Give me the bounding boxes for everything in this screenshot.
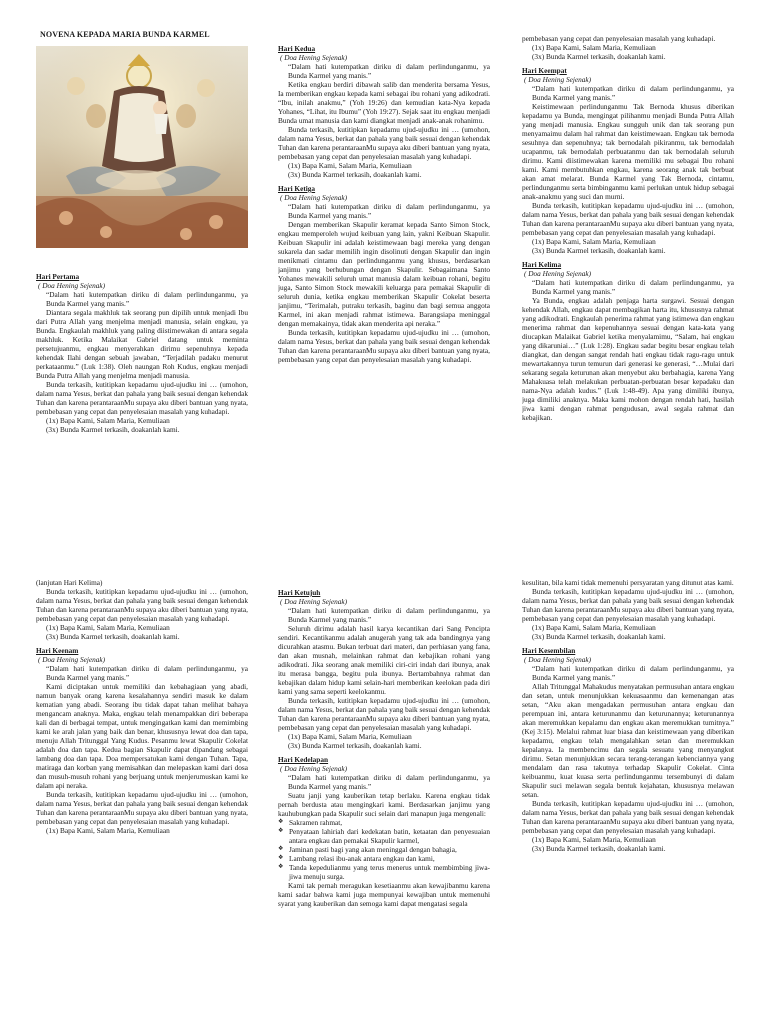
list-item: ❖ Sakramen rahmat, xyxy=(278,818,490,827)
closing-petition: Bunda terkasih, kutitipkan kepadamu ujud-ujudku ini … (umohon, dalam nama Yesus, berkat dan pahala yang baik sesuai dengan kehendak Tuhan dan karena perantaraanMu supaya aku diberi bantuan yang nyata, pembebasan yang cepat dan penyelesaian masalah yang kuhadapi. xyxy=(36,587,248,623)
day-body: Dengan memberikan Skapulir keramat kepada Santo Simon Stock, engkau memperoleh wujud keibuan yang lain, yakni Keibuan Skapulir. Keibuan Skapulir ini adalah keistimewaan bagi mereka yang dengan sukarela dan sadar memilih ingin disolinuti dengan Skapulir dan ingin menikmati cintamu dan perlindunganmu yang khusus, berdasarkan janjimu yang berhubungan dengan Skapulir. Sebagaimana Santo Yohanes mewakili seluruh umat manusia dalam keibuan rohani, begitu juga, Santo Simon Stock mewakili keluarga para pemakai Skapulir di seluruh dunia, ketika engkau memberikan Skapulir Cokelat beserta janjimu, “Terimalah, putraku terkasih, baginu dan bagi semua anggota Karmel, ini akan menjadi rahmat istimewa. Barangsiapa meninggal dengan memakainya, tidak akan menderita api neraka.” xyxy=(278,220,490,328)
continued-text: pembebasan yang cepat dan penyelesaian masalah yang kuhadapi. xyxy=(522,34,716,43)
day-subtitle: ( Doa Hening Sejenak) xyxy=(280,53,348,62)
closing-3: (3x) Bunda Karmel terkasih, doakanlah kami. xyxy=(532,52,666,61)
closing-1: (1x) Bapa Kami, Salam Maria, Kemuliaan xyxy=(532,835,656,844)
continued-text: kesulitan, bila kami tidak memenuhi persyaratan yang ditunut atas kami. xyxy=(522,578,734,587)
closing-1: (1x) Bapa Kami, Salam Maria, Kemuliaan xyxy=(532,43,656,52)
opening-prayer: “Dalam hati kutempatkan diriku di dalam perlindunganmu, ya Bunda Karmel yang manis.” xyxy=(532,84,734,102)
closing-3: (3x) Bunda Karmel terkasih, doakanlah kami. xyxy=(46,425,180,434)
day-body: Keistimewaan perlindunganmu Tak Bernoda khusus diberikan kepadamu ya Bunda, mengingat pilihanmu menjadi Bunda Putra Allah yang menjadi manusia. Engkau sungguh unik dan tak seorang pun menyamaimu dalam hal rahmat dan keistimewaan. Engkau tak bernoda sesuhnya dan sepenuhnya; tak bernodalah pikiranmu, tak bernodalah ucapanmu, tak bernodalah perbuatanmu dan tak bernodalah seluruh dirimu. Kami diistimewakan karena memiliki mu sebagai Ibu rohani kami. Kami membutuhkan engkau, karena seorang anak tak berbuat akan amat melarat. Bunda Karmel yang Tak Bernoda, cintamu, perlindunganmu serta bimbinganmu kami perlukan untuk hidup sebagai anak-anakmu yang suci dan murni. xyxy=(522,102,734,201)
day-subtitle: ( Doa Hening Sejenak) xyxy=(524,269,592,278)
page-title: NOVENA KEPADA MARIA BUNDA KARMEL xyxy=(40,30,210,39)
column-bottom-left xyxy=(36,578,248,1022)
day-heading: Hari Keempat xyxy=(522,66,567,75)
day-subtitle: ( Doa Hening Sejenak) xyxy=(280,597,348,606)
closing-petition: Bunda terkasih, kutitipkan kepadamu ujud-ujudku ini … (umohon, dalam nama Yesus, berkat dan pahala yang baik sesuai dengan kehendak Tuhan dan karena perantaraanMu supaya aku diberi bantuan yang nyata, pembebasan yang cepat dan penyelesaian masalah yang kuhadapi. xyxy=(522,587,734,623)
closing-3: (3x) Bunda Karmel terkasih, doakanlah kami. xyxy=(288,170,422,179)
column-bottom-middle xyxy=(278,588,490,1022)
day-body: Diantara segala makhluk tak seorang pun dipilih untuk menjadi Ibu dari Putra Allah yang menjelma menjadi manusia, selain engkau, ya Bunda. Engkaulah makhluk yang paling diistimewakan di antara segala makhluk. Ketika Malaikat Gabriel datang untuk meminta persetujuanmu, engkau menyerahkan dirimu sepenuhnya kepada kehendak Ilahi dengan sebuah jawaban, “Terjadilah padaku menurut perkataanmu.” (Luk 1:38). Oleh naungan Roh Kudus, engkau menjadi Bunda Putra Allah yang menjelma menjadi manusia. xyxy=(36,308,248,380)
closing-petition: Bunda terkasih, kutitipkan kepadamu ujud-ujudku ini … (umohon, dalam nama Yesus, berkat dan pahala yang baik sesuai dengan kehendak Tuhan dan karena perantaraanMu supaya aku diberi bantuan yang nyata, pembebasan yang cepat dan penyelesaian masalah yang kuhadapi. xyxy=(522,799,734,835)
closing-petition: Bunda terkasih, kutitipkan kepadamu ujud-ujudku ini … (umohon, dalam nama Yesus, berkat dan pahala yang baik sesuai dengan kehendak Tuhan dan karena perantaraanMu supaya aku diberi bantuan yang nyata, pembebasan yang cepat dan penyelesaian masalah yang kuhadapi. xyxy=(278,125,490,161)
day-body: Kami diciptakan untuk memiliki dan kebahagiaan yang abadi, namun banyak orang karena kesalahannya sendiri masuk ke dalam kematian yang abadi. Seorang ibu tidak dapat tahan melihat bahaya mengancam anaknya. Maka, engkau telah menampakkan diri beberapa kali dan di berbagai tempat, untuk mengingatkan kami dan memimbing kami ke arah jalan yang baik dan benar, khususnya lewat doa dan tapa, menuju Allah Tritunggal Yang Kudus. Pesanmu lewat Skapulir Cokelat adalah doa dan tapa. Kedua bagian Skapulir dapat dipandang sebagai lambang doa dan tapa. Doa mempersatukan kami dengan Tuhan. Tapa, matiraga dan korban yang memisahkan dan melepaskan kami dari dosa dan musuh-musuh rohani yang berjuang untuk menjerumuskan kami ke dalam api neraka. xyxy=(36,682,248,790)
day-heading: Hari Kedua xyxy=(278,44,316,53)
closing-1: (1x) Bapa Kami, Salam Maria, Kemuliaan xyxy=(46,416,170,425)
closing-petition: Bunda terkasih, kutitipkan kepadamu ujud-ujudku ini … (umohon, dalam nama Yesus, berkat dan pahala yang baik sesuai dengan kehendak Tuhan dan karena perantaraanMu supaya aku diberi bantuan yang nyata, pembebasan yang cepat dan penyelesaian masalah yang kuhadapi. xyxy=(36,380,248,416)
day-subtitle: ( Doa Hening Sejenak) xyxy=(524,655,592,664)
day-subtitle: ( Doa Hening Sejenak) xyxy=(38,281,106,290)
list-item: ❖ Jaminan pasti bagi yang akan meninggal dengan bahagia, xyxy=(278,845,490,854)
opening-prayer: “Dalam hati kutempatkan diriku di dalam perlindunganmu, ya Bunda Karmel yang manis.” xyxy=(46,664,248,682)
day-body: Ya Bunda, engkau adalah penjaga harta surgawi. Sesuai dengan kehendak Allah, engkau dapat membagikan harta itu, khususnya rahmat yang adikodrati. Engkaulah penerima rahmat yang istimewa dan engkau menerima rahmat dan kepenuhannya sesuai dengan kata-kata yang diucapkan Malaikat Gabriel ketika menyalamimu, “Salam, hai engkau yang dikaruniai…” (Luk 1:28). Engkau sadar begitu besar engkau telah diangkat, dan dengan sangat rendah hati engkau tidak ragu-ragu untuk mewartakannya turun temurun dari generasi ke generasi, “…Mulai dari sekarang segala keturunan akan menyebut aku berbahagia, karena Yang Mahakuasa telah melakukan perbuatan-perbuatan besar kepadaku dan nama-Nya adalah kudus.” (Luk 1:48-49). Apa yang dimiliki ibunya, juga dimiliki anaknya. Maka kami mohon dengan rendah hati, hasilah jiwa kami dengan rahmat pengudusan, awal segala rahmat dan kebajikan. xyxy=(522,296,734,422)
day-heading: Hari Ketiga xyxy=(278,184,316,193)
closing-1: (1x) Bapa Kami, Salam Maria, Kemuliaan xyxy=(46,826,170,835)
closing-petition: Bunda terkasih, kutitipkan kepadamu ujud-ujudku ini … (umohon, dalam nama Yesus, berkat dan pahala yang baik sesuai dengan kehendak Tuhan dan karena perantaraanMu supaya aku diberi bantuan yang nyata, pembebasan yang cepat dan penyelesaian masalah yang kuhadapi. xyxy=(36,790,248,826)
closing-petition: Bunda terkasih, kutitipkan kepadamu ujud-ujudku ini … (umohon, dalam nama Yesus, berkat dan pahala yang baik sesuai dengan kehendak Tuhan dan karena perantaraanMu supaya aku diberi bantuan yang nyata, pembebasan yang cepat dan penyelesaian masalah yang kuhadapi. xyxy=(278,328,490,364)
opening-prayer: “Dalam hati kutempatkan diriku di dalam perlindunganmu, ya Bunda Karmel yang manis.” xyxy=(288,202,490,220)
day-body: Ketika engkau berdiri dibawah salib dan menderita bersama Yesus, Ia memberikan engkau kepada kami sebagai ibu rohani yang adikodrati. “Ibu, inilah anakmu,” (Yoh 19:26) dan kemudian kata-Nya kepada Yohanes, “Lihat, itu Ibumu” (Yoh 19:27). Sejak saat itu engkau menjadi Bunda umat manusia dan kami diangkat menjadi anak-anak rohanimu. xyxy=(278,80,490,125)
closing-3: (3x) Bunda Karmel terkasih, doakanlah kami. xyxy=(288,741,422,750)
column-top-middle xyxy=(278,44,490,498)
day-heading: Hari Keenam xyxy=(36,646,79,655)
scapular-list xyxy=(278,818,490,881)
opening-prayer: “Dalam hati kutempatkan diriku di dalam perlindunganmu, ya Bunda Karmel yang manis.” xyxy=(532,278,734,296)
closing-1: (1x) Bapa Kami, Salam Maria, Kemuliaan xyxy=(288,161,412,170)
list-item: ❖ Lambang relasi ibu-anak antara engkau dan kami, xyxy=(278,854,490,863)
continued-text: (lanjutan Hari Kelima) xyxy=(36,578,103,587)
day-body: Allah Tritunggal Mahakudus menyatakan permusuhan antara engkau dan setan, untuk menunjukkan kekuasaanmu dan kemenangan atas setan, “Aku akan mengadakan permusuhan antara engkau dan perempuan ini, antara keturunanmu dan keturunannya; keturunannya akan meremukkan kepalamu dan engkau akan meremukkan tumitnya.” (Kej 3:15). Melalui rahmat luar biasa dan keistimewaan yang diberikan kepadamu, engkau telah mengalahkan setan dan meremukkan kepalanya. Ia membencimu dan segala sesuatu yang menyangkut dirimu. Setan menunjukkan secara terang-terangan kebenciannya yang mendalam dan rasa takutnya terhadap Skapulir Cokelat. Cinta keibuanmu, kuat kuasa serta perlindunganmu tersembunyi di dalam Skapulir suci melawan segala bentuk kejahatan, khususnya melawan setan. xyxy=(522,682,734,799)
opening-prayer: “Dalam hati kutempatkan diriku di dalam perlindunganmu, ya Bunda Karmel yang manis.” xyxy=(288,62,490,80)
closing-petition: Bunda terkasih, kutitipkan kepadamu ujud-ujudku ini … (umohon, dalam nama Yesus, berkat dan pahala yang baik sesuai dengan kehendak Tuhan dan karena perantaraanMu supaya aku diberi bantuan yang nyata, pembebasan yang cepat dan penyelesaian masalah yang kuhadapi. xyxy=(522,201,734,237)
list-item: ❖ Penyataan lahiriah dari kedekatan batin, ketaatan dan penyesuaian antara engkau dan pemakai Skapulir karmel, xyxy=(278,827,490,845)
closing-1: (1x) Bapa Kami, Salam Maria, Kemuliaan xyxy=(288,732,412,741)
closing-3: (3x) Bunda Karmel terkasih, doakanlah kami. xyxy=(532,632,666,641)
day-heading: Hari Kedelapan xyxy=(278,755,329,764)
day-body: Suatu janji yang kauberikan tetap berlaku. Karena engkau tidak pernah berdusta atau mengingkari kami. Berdasarkan janjimu yang kauhubungkan pada Skapulir suci selain dari manapun juga mengenali: xyxy=(278,791,490,818)
column-top-right xyxy=(522,34,734,510)
day-heading: Hari Kesembilan xyxy=(522,646,576,655)
day-heading: Hari Kelima xyxy=(522,260,562,269)
madonna-illustration xyxy=(36,46,248,248)
column-bottom-right xyxy=(522,578,734,1022)
day-heading: Hari Pertama xyxy=(36,272,80,281)
day-subtitle: ( Doa Hening Sejenak) xyxy=(280,193,348,202)
day-subtitle: ( Doa Hening Sejenak) xyxy=(280,764,348,773)
closing-3: (3x) Bunda Karmel terkasih, doakanlah kami. xyxy=(532,844,666,853)
opening-prayer: “Dalam hati kutempatkan diriku di dalam perlindunganmu, ya Bunda Karmel yang manis.” xyxy=(288,773,490,791)
opening-prayer: “Dalam hati kutempatkan diriku di dalam perlindunganmu, ya Bunda Karmel yang manis.” xyxy=(46,290,248,308)
closing-1: (1x) Bapa Kami, Salam Maria, Kemuliaan xyxy=(532,623,656,632)
closing-3: (3x) Bunda Karmel terkasih, doakanlah kami. xyxy=(46,632,180,641)
day-heading: Hari Ketujuh xyxy=(278,588,321,597)
opening-prayer: “Dalam hati kutempatkan diriku di dalam perlindunganmu, ya Bunda Karmel yang manis.” xyxy=(288,606,490,624)
closing-3: (3x) Bunda Karmel terkasih, doakanlah kami. xyxy=(532,246,666,255)
day-subtitle: ( Doa Hening Sejenak) xyxy=(38,655,106,664)
day-subtitle: ( Doa Hening Sejenak) xyxy=(524,75,592,84)
list-item: ❖ Tanda kepedulianmu yang terus menerus untuk membimbing jiwa-jiwa menuju surga. xyxy=(278,863,490,881)
mary-carmel-image-icon xyxy=(36,46,248,248)
opening-prayer: “Dalam hati kutempatkan diriku di dalam perlindunganmu, ya Bunda Karmel yang manis.” xyxy=(532,664,734,682)
closing-petition: Bunda terkasih, kutitipkan kepadamu ujud-ujudku ini … (umohon, dalam nama Yesus, berkat dan pahala yang baik sesuai dengan kehendak Tuhan dan karena perantaraanMu supaya aku diberi bantuan yang nyata, pembebasan yang cepat dan penyelesaian masalah yang kuhadapi. xyxy=(278,696,490,732)
closing-1: (1x) Bapa Kami, Salam Maria, Kemuliaan xyxy=(532,237,656,246)
column-top-left xyxy=(36,272,248,512)
day-tail: Kami tak pernah meragukan kesetiaanmu akan kewajibanmu karena kami sadar bahwa kami juga mempunyai kewajiban untuk memenuhi syarat yang kauberikan dan semoga kami dapat mengatasi segala xyxy=(278,881,490,908)
closing-1: (1x) Bapa Kami, Salam Maria, Kemuliaan xyxy=(46,623,170,632)
day-body: Seluruh dirimu adalah hasil karya kecantikan dari Sang Pencipta sendiri. Kecantikanmu adalah anugerah yang tak ada bandingnya yang dicurahkan atasmu. Bukan terbuat dari materi, dan perhiasan yang fana, dan akan musnah, melainkan rahmat dan kebajikan rohani yang adikodrati. Jika seorang anak memiliki ciri-ciri indah dari ibunya, anak itu merasa bangga, begitu pula ibunya. Bertambahnya rahmat dan kebajikan dalam hidup kami selain-hari memberikan keelokan pada diri kami yang sama seperti keelokanmu. xyxy=(278,624,490,696)
